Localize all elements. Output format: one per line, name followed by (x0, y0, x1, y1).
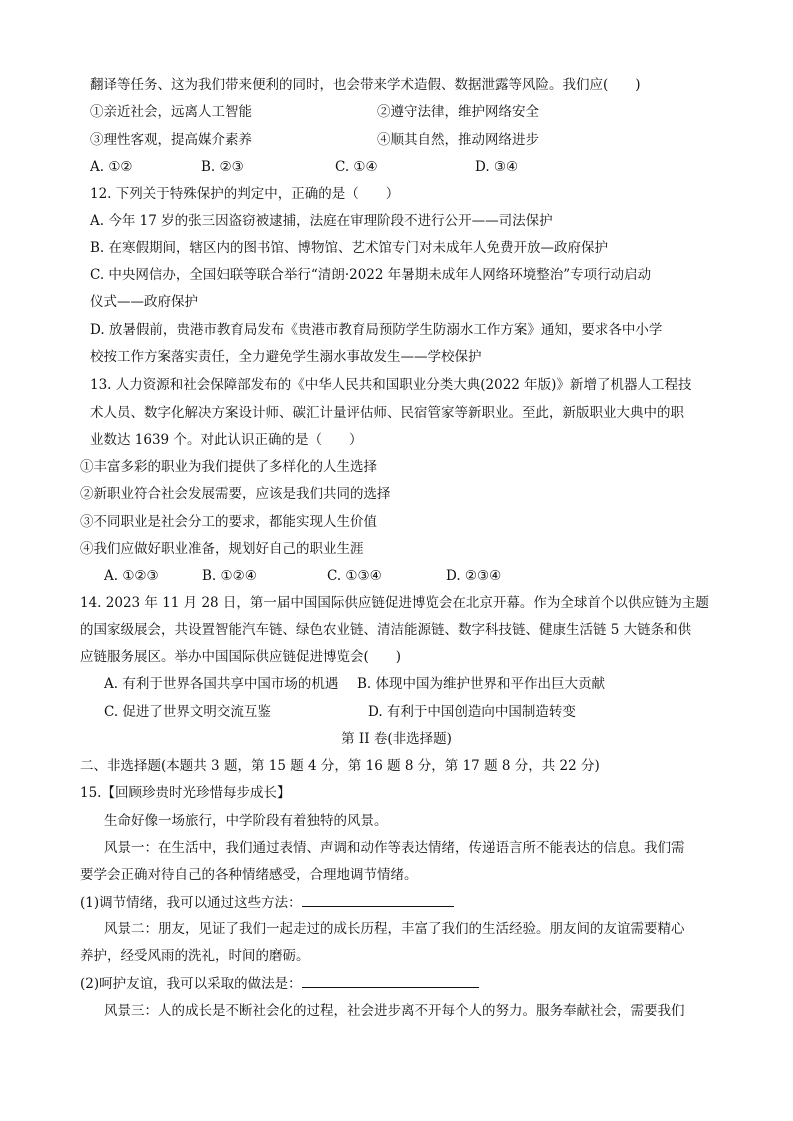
q13-option-d: D. ②③④ (446, 568, 502, 584)
q11-option-a: A. ①② (90, 159, 133, 175)
q13-option-b: B. ①②④ (202, 568, 257, 584)
q13-stem-line-3: 业数达 1639 个。对此认识正确的是（ ） (90, 432, 363, 448)
q15-intro: 生命好像一场旅行，中学阶段有着独特的风景。 (104, 813, 388, 829)
q12-option-b: B. 在寒假期间，辖区内的图书馆、博物馆、艺术馆专门对未成年人免费开放—政府保护 (90, 240, 609, 256)
q13-option-c: C. ①③④ (327, 568, 382, 584)
q13-statement-1: ①丰富多彩的职业为我们提供了多样化的人生选择 (80, 459, 377, 475)
q13-stem-line-2: 术人员、数字化解决方案设计师、碳汇计量评估师、民宿管家等新职业。至此，新版职业大典中的职 (90, 405, 684, 421)
q15-subq-1-label: (1)调节情绪，我可以通过这些方法： (80, 895, 302, 911)
q14-option-c: C. 促进了世界文明交流互鉴 (104, 704, 271, 720)
q14-stem-line-2: 的国家级展会，共设置智能汽车链、绿色农业链、清洁能源链、数字科技链、健康生活链 5 大链条和供 (80, 622, 692, 638)
answer-blank-2[interactable] (302, 973, 479, 988)
q15-scene-1-line-1: 风景一：在生活中，我们通过表情、声调和动作等表达情绪，传递语言所不能表达的信息。我们需 (104, 840, 685, 856)
q12-option-a: A. 今年 17 岁的张三因盗窃被逮捕，法庭在审理阶段不进行公开——司法保护 (90, 213, 553, 229)
answer-blank-1[interactable] (302, 892, 454, 907)
q15-scene-1-line-2: 要学会正确对待自己的各种情绪感受，合理地调节情绪。 (80, 867, 418, 883)
q11-stem-continuation: 翻译等任务、这为我们带来便利的同时，也会带来学术造假、数据泄露等风险。我们应( ) (90, 77, 641, 93)
q11-option-c: C. ①④ (335, 159, 378, 175)
q13-statement-4: ④我们应做好职业准备，规划好自己的职业生涯 (80, 541, 364, 557)
q12-option-c-cont: 仪式——政府保护 (90, 294, 198, 310)
q14-stem-line-3: 应链服务展区。举办中国国际供应链促进博览会( ) (80, 649, 402, 665)
q15-subq-2 (80, 973, 479, 993)
q11-statement-3: ③理性客观，提高媒介素养 (90, 132, 252, 148)
volume-2-title: 第 II 卷(非选择题) (341, 731, 452, 747)
q14-option-b: B. 体现中国为维护世界和平作出巨大贡献 (357, 676, 606, 692)
q13-option-a: A. ①②③ (104, 568, 159, 584)
q14-option-d: D. 有利于中国创造向中国制造转变 (368, 704, 576, 720)
q11-option-b: B. ②③ (201, 159, 244, 175)
q12-option-c: C. 中央网信办，全国妇联等联合举行“清朗·2022 年暑期未成年人网络环境整治”专项行动启动 (90, 267, 652, 283)
q15-scene-2-line-1: 风景二：朋友，见证了我们一起走过的成长历程，丰富了我们的生活经验。朋友间的友谊需要精心 (104, 921, 685, 937)
q11-statement-2: ②遵守法律，维护网络安全 (377, 104, 539, 120)
q12-option-d: D. 放暑假前，贵港市教育局发布《贵港市教育局预防学生防溺水工作方案》通知，要求各中小学 (90, 322, 663, 338)
q11-option-d: D. ③④ (475, 159, 519, 175)
q11-statement-1: ①亲近社会，远离人工智能 (90, 104, 252, 120)
q12-option-d-cont: 校按工作方案落实责任，全力避免学生溺水事故发生——学校保护 (90, 349, 482, 365)
q13-statement-3: ③不同职业是社会分工的要求，都能实现人生价值 (80, 514, 377, 530)
q14-stem-line-1: 14. 2023 年 11 月 28 日，第一届中国国际供应链促进博览会在北京开幕。作为全球首个以供应链为主题 (80, 595, 709, 611)
q11-statement-4: ④顺其自然，推动网络进步 (377, 132, 539, 148)
q15-subq-1 (80, 892, 454, 912)
q14-option-a: A. 有利于世界各国共享中国市场的机遇 (104, 676, 339, 692)
q15-scene-2-line-2: 养护，经受风雨的洗礼，时间的磨砺。 (80, 948, 310, 964)
section-2-header: 二、非选择题(本题共 3 题，第 15 题 4 分，第 16 题 8 分，第 17 题 8 分，共 22 分) (80, 758, 600, 774)
q12-stem: 12. 下列关于特殊保护的判定中，正确的是（ ） (90, 186, 400, 202)
q15-subq-2-label: (2)呵护友谊，我可以采取的做法是： (80, 976, 302, 992)
q13-statement-2: ②新职业符合社会发展需要，应该是我们共同的选择 (80, 486, 391, 502)
q13-stem-line-1: 13. 人力资源和社会保障部发布的《中华人民共和国职业分类大典(2022 年版)》新增了机器人工程技 (90, 377, 692, 393)
q15-scene-3-line-1: 风景三：人的成长是不断社会化的过程，社会进步离不开每个人的努力。服务奉献社会，需要我们 (104, 1003, 685, 1019)
q15-title: 15.【回顾珍贵时光珍惜每步成长】 (80, 785, 291, 801)
